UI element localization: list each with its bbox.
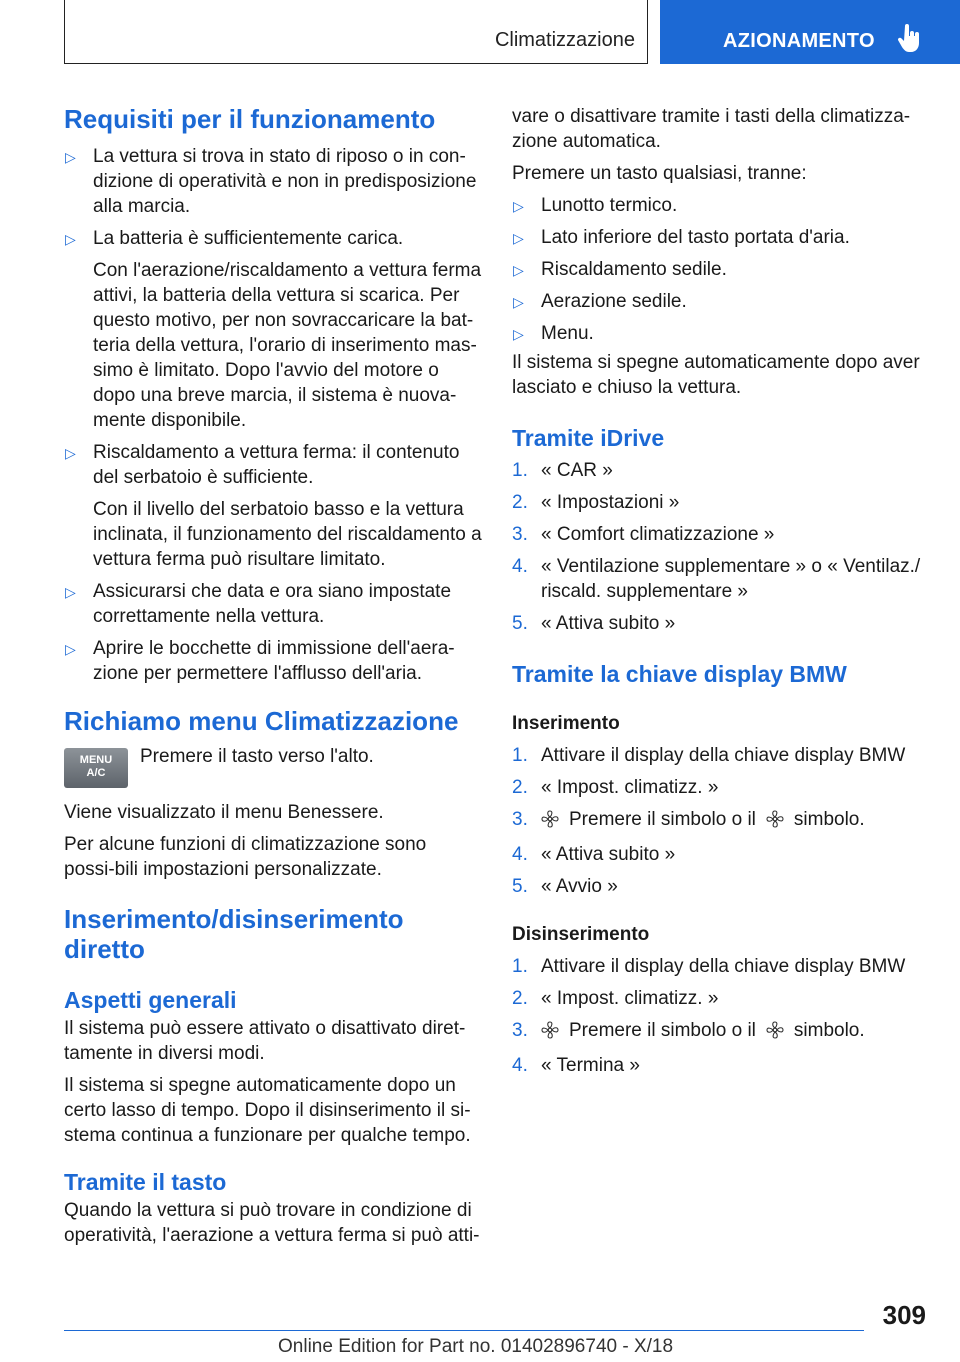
page-number: 309 xyxy=(882,1300,926,1330)
list-item: 2. « Impost. climatizz. » xyxy=(512,777,719,798)
paragraph: Il sistema può essere attivato o disattivato diret-tamente in diversi modi. xyxy=(64,1018,466,1064)
left-column xyxy=(64,100,482,1248)
list-item: ▷ Lunotto termico. xyxy=(512,193,922,218)
list-item: 3. Premere il simbolo o il simbolo. xyxy=(512,807,922,835)
menu-instruction-text: Premere il tasto verso l'alto. xyxy=(140,746,374,767)
list-item: 4. « Attiva subito » xyxy=(512,844,676,865)
fan-icon xyxy=(541,1021,559,1046)
heading-disinserimento: Disinserimento xyxy=(512,924,650,945)
bullet-triangle-icon: ▷ xyxy=(513,294,524,310)
list-item: ▷ Riscaldamento sedile. xyxy=(512,257,922,282)
right-column xyxy=(512,100,922,1078)
bullet-triangle-icon: ▷ xyxy=(65,231,76,247)
list-item: 1. Attivare il display della chiave display BMW xyxy=(512,956,906,977)
heading-requisiti: Requisiti per il funzionamento xyxy=(64,104,436,134)
paragraph: Viene visualizzato il menu Benessere. xyxy=(64,802,384,823)
paragraph: Il sistema si spegne automaticamente dopo un certo lasso di tempo. Dopo il disinserimento il si-stema continua a funzionare per qualche tempo. xyxy=(64,1075,471,1146)
list-item: ▷ Menu. xyxy=(512,321,922,346)
footer-divider xyxy=(64,1330,864,1331)
header-chapter-tab xyxy=(660,0,960,64)
heading-tramite-idrive: Tramite iDrive xyxy=(512,425,665,451)
header-chapter-label: AZIONAMENTO xyxy=(723,30,875,52)
paragraph: Premere un tasto qualsiasi, tranne: xyxy=(512,163,807,184)
header-section-title: Climatizzazione xyxy=(494,29,635,51)
list-item: 4. « Termina » xyxy=(512,1055,640,1076)
paragraph: Il sistema si spegne automaticamente dopo aver lasciato e chiuso la vettura. xyxy=(512,352,920,398)
footer-edition-text: Online Edition for Part no. 01402896740 - X/18 xyxy=(278,1336,674,1357)
menu-instruction-row xyxy=(64,748,482,794)
list-item-note: Con il livello del serbatoio basso e la vettura inclinata, il funzionamento del riscaldamento a vettura ferma può risultare limitato. xyxy=(93,499,482,570)
pointing-hand-icon xyxy=(898,24,920,59)
paragraph: vare o disattivare tramite i tasti della climatizza-zione automatica. xyxy=(512,106,911,152)
list-item: 4. « Ventilazione supplementare » o « Ventilaz./ riscald. supplementare » xyxy=(512,556,921,602)
bullet-triangle-icon: ▷ xyxy=(513,230,524,246)
bullet-triangle-icon: ▷ xyxy=(65,149,76,165)
list-item: ▷ Assicurarsi che data e ora siano impostate correttamente nella vettura. xyxy=(65,581,452,627)
fan-icon xyxy=(766,810,784,835)
list-item: ▷ La batteria è sufficientemente carica. xyxy=(64,226,482,251)
menu-ac-button-icon: MENU A/C xyxy=(64,748,128,788)
list-item: 3. « Comfort climatizzazione » xyxy=(512,524,775,545)
bullet-triangle-icon: ▷ xyxy=(65,584,76,600)
heading-richiamo-menu: Richiamo menu Climatizzazione xyxy=(64,706,459,736)
heading-aspetti-generali: Aspetti generali xyxy=(64,987,237,1013)
list-item: 1. « CAR » xyxy=(512,460,613,481)
bullet-triangle-icon: ▷ xyxy=(65,641,76,657)
list-item: ▷ Riscaldamento a vettura ferma: il contenuto del serbatoio è sufficiente. xyxy=(65,442,460,488)
bullet-triangle-icon: ▷ xyxy=(513,262,524,278)
header-section-box xyxy=(64,0,648,64)
bullet-triangle-icon: ▷ xyxy=(65,445,76,461)
list-item-note: Con l'aerazione/riscaldamento a vettura ferma attivi, la batteria della vettura si scarica. Per questo motivo, per non sovraccaricare la bat-teria della vettura, l'orario di inserimento mas-simo è limitato. Dopo l'avvio del motore o dopo una breve marcia, il sistema è nuova-mente disponibile. xyxy=(93,260,482,431)
bullet-triangle-icon: ▷ xyxy=(513,326,524,342)
bullet-triangle-icon: ▷ xyxy=(513,198,524,214)
list-item: ▷ La vettura si trova in stato di riposo o in con-dizione di operatività e non in predisposizione alla marcia. xyxy=(65,146,477,217)
fan-icon xyxy=(541,810,559,835)
list-item: 1. Attivare il display della chiave display BMW xyxy=(512,745,906,766)
list-item: ▷ Aerazione sedile. xyxy=(512,289,922,314)
list-item: 2. « Impostazioni » xyxy=(512,492,680,513)
heading-inserimento-diretto: Inserimento/disinserimento diretto xyxy=(64,904,404,964)
fan-icon xyxy=(766,1021,784,1046)
paragraph: Per alcune funzioni di climatizzazione sono possi-bili impostazioni personalizzate. xyxy=(64,834,427,880)
heading-tramite-tasto: Tramite il tasto xyxy=(64,1169,227,1195)
list-item: ▷ Aprire le bocchette di immissione dell'aera-zione per permettere l'afflusso dell'aria. xyxy=(65,638,455,684)
heading-chiave-display: Tramite la chiave display BMW xyxy=(512,661,847,687)
list-item: 3. Premere il simbolo o il simbolo. xyxy=(512,1018,922,1046)
list-item: ▷ Lato inferiore del tasto portata d'aria. xyxy=(512,225,922,250)
list-item: 2. « Impost. climatizz. » xyxy=(512,988,719,1009)
list-item: 5. « Avvio » xyxy=(512,876,618,897)
list-item: 5. « Attiva subito » xyxy=(512,613,676,634)
paragraph: Quando la vettura si può trovare in condizione di operatività, l'aerazione a vettura ferma si può atti- xyxy=(64,1200,480,1246)
heading-inserimento: Inserimento xyxy=(512,713,620,734)
